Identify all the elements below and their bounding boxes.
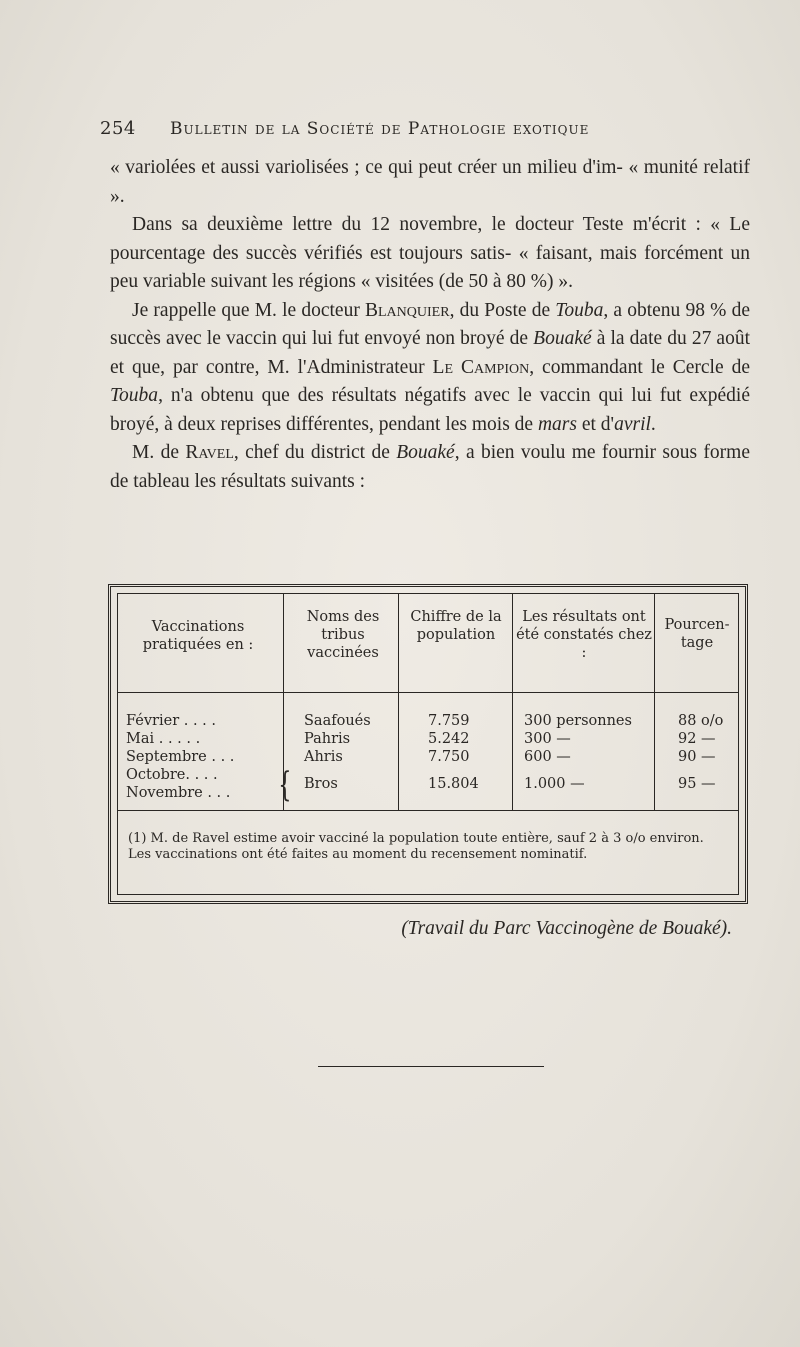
population-column — [428, 712, 479, 793]
percent-cell: 92 — — [678, 731, 716, 747]
page-number: 254 — [100, 118, 136, 139]
paragraph-4: M. de Ravel, chef du district de Bouaké, a bien voulu me fournir sous forme de tableau les résultats suivants : — [110, 442, 750, 492]
place-name: Bouaké — [533, 328, 592, 349]
result-cell: 1.000 — — [524, 776, 585, 792]
tribe-cell: Pahris — [304, 731, 351, 747]
population-cell: 15.804 — [428, 776, 479, 792]
header-tribes: Noms des tribus vaccinées — [306, 609, 380, 661]
tribe-cell: Ahris — [304, 749, 343, 765]
month-name: mars — [537, 413, 577, 435]
footnote-1: (1) M. de Ravel estime avoir vacciné la population toute entière, sauf 2 à 3 o/o environ. — [128, 831, 704, 846]
tribes-column — [304, 712, 371, 793]
population-cell: 7.750 — [428, 749, 470, 765]
paragraph-3: Je rappelle que M. le docteur Blanquier, du Poste de Touba, a obtenu 98 % de succès avec le vaccin qui lui fut envoyé non broyé de Bouaké à la date du 27 août et que, par contre, M. l'Administrateur Le Campion, commandant le Cercle de Touba, n'a obtenu que des résultats négatifs avec le vaccin qui lui fut expédié broyé, à deux reprises différentes, pendant les mois de mars et d'avril. — [110, 299, 750, 435]
page-header — [100, 118, 700, 139]
result-cell: 600 — — [524, 749, 571, 765]
running-title: Bulletin de la Société de Pathologie exotique — [170, 119, 590, 139]
percent-cell: 90 — — [678, 749, 716, 765]
column-divider — [512, 594, 513, 810]
end-rule — [318, 1066, 544, 1067]
result-cell: 300 personnes — [524, 713, 632, 729]
paragraph-1: « variolées et aussi variolisées ; ce qui peut créer un milieu d'im- « munité relatif ». — [110, 157, 750, 207]
tribe-cell: Bros — [304, 776, 338, 792]
month-cell: Mai . . . . . — [126, 731, 201, 747]
column-divider — [654, 594, 655, 810]
month-cell: Octobre. . . . — [126, 767, 218, 783]
results-table — [108, 584, 748, 904]
month-name: avril — [614, 413, 651, 435]
population-cell: 5.242 — [428, 731, 470, 747]
place-name: Touba — [110, 385, 159, 406]
header-population: Chiffre de la population — [410, 609, 502, 643]
percent-cell: 95 — — [678, 776, 716, 792]
header-vaccinations: Vaccinations pratiquées en : — [142, 619, 254, 653]
table-caption: (Travail du Parc Vaccinogène de Bouaké). — [401, 918, 732, 939]
results-column — [524, 712, 632, 793]
header-percentage: Pourcen- tage — [664, 617, 730, 651]
table-footnote — [118, 810, 738, 894]
paragraph-2: Dans sa deuxième lettre du 12 novembre, le docteur Teste m'écrit : « Le pourcentage des succès vérifiés est toujours satis- « faisant, mais forcément un peu variable suivant les régions « visitées (de 50 à 80 %) ». — [110, 214, 750, 292]
month-cell: Février . . . . — [126, 713, 216, 729]
place-name: Bouaké — [396, 442, 455, 463]
percent-cell: 88 o/o — [678, 713, 724, 729]
result-cell: 300 — — [524, 731, 571, 747]
body-text — [110, 154, 750, 496]
months-column — [126, 712, 234, 802]
person-name: Ravel — [185, 442, 234, 463]
place-name: Touba — [555, 299, 604, 321]
percent-column — [678, 712, 723, 793]
table-header — [118, 594, 738, 693]
month-cell: Novembre . . . — [126, 785, 231, 801]
month-cell: Septembre . . . — [126, 749, 235, 765]
person-name: Blanquier — [365, 299, 450, 321]
person-name: Le Campion — [432, 356, 530, 378]
header-results: Les résultats ont été constatés chez : — [516, 609, 652, 661]
footnote-2: Les vaccinations ont été faites au moment du recensement nominatif. — [128, 847, 588, 862]
tribe-cell: Saafoués — [304, 713, 371, 729]
population-cell: 7.759 — [428, 713, 470, 729]
column-divider — [398, 594, 399, 810]
brace-icon: { — [278, 765, 292, 805]
